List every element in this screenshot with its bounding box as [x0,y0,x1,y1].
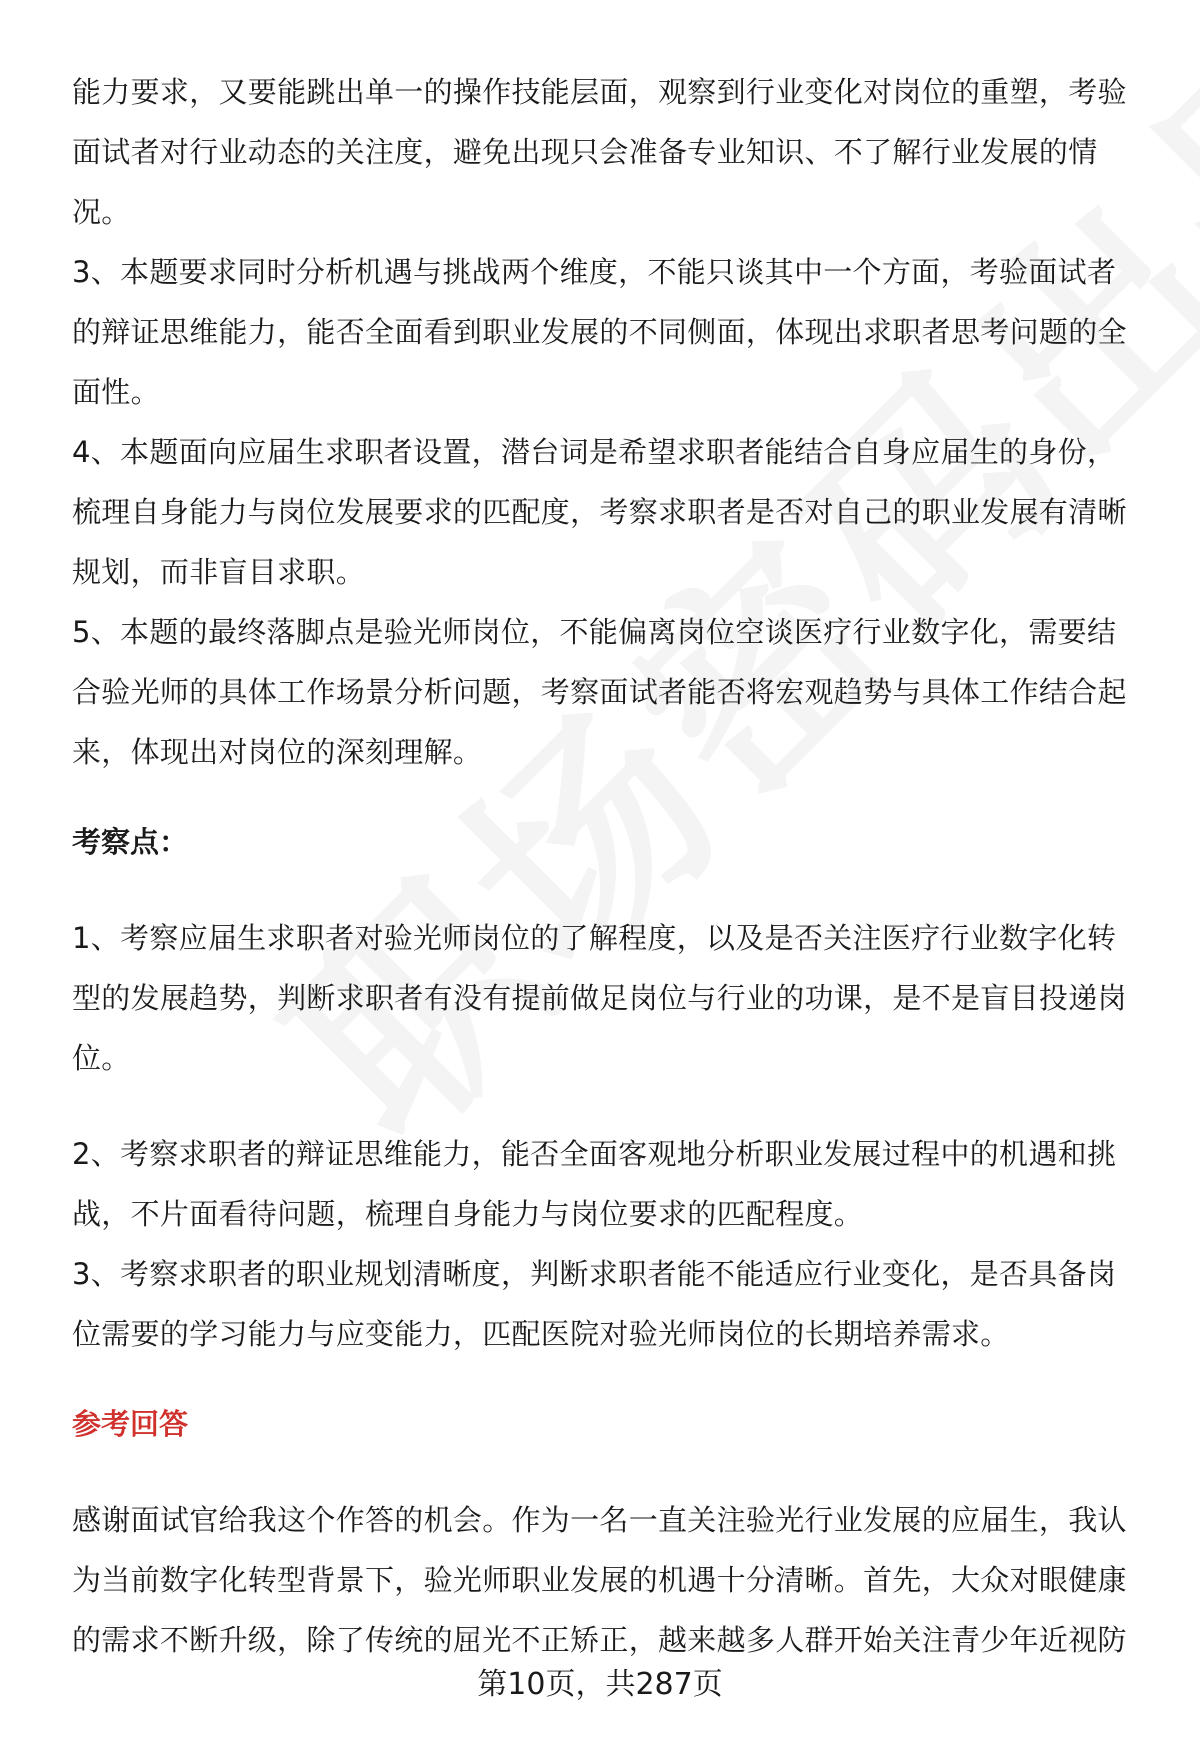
assessment-item-2: 2、考察求职者的辩证思维能力，能否全面客观地分析职业发展过程中的机遇和挑战，不片面看待问题，梳理自身能力与岗位要求的匹配程度。 [72,1137,1117,1231]
intro-paragraph-4: 5、本题的最终落脚点是验光师岗位，不能偏离岗位空谈医疗行业数字化，需要结合验光师的具体工作场景分析问题，考察面试者能否将宏观趋势与具体工作结合起来，体现出对岗位的深刻理解。 [72,615,1127,769]
intro-paragraph-2: 3、本题要求同时分析机遇与挑战两个维度，不能只谈其中一个方面，考验面试者的辩证思维能力，能否全面看到职业发展的不同侧面，体现出求职者思考问题的全面性。 [72,255,1127,409]
document-page [72,62,1140,1670]
assessment-item-3: 3、考察求职者的职业规划清晰度，判断求职者能不能适应行业变化，是否具备岗位需要的学习能力与应变能力，匹配医院对验光师岗位的长期培养需求。 [72,1257,1117,1351]
reference-heading: 参考回答 [72,1407,189,1441]
reference-text: 感谢面试官给我这个作答的机会。作为一名一直关注验光行业发展的应届生，我认为当前数字化转型背景下，验光师职业发展的机遇十分清晰。首先，大众对眼健康的需求不断升级，除了传统的屈光不正矫正，越来越多人群开始关注青少年近视防 [72,1503,1127,1657]
assessment-heading: 考察点： [72,825,189,859]
assessment-item-1: 1、考察应届生求职者对验光师岗位的了解程度，以及是否关注医疗行业数字化转型的发展趋势，判断求职者有没有提前做足岗位与行业的功课，是不是盲目投递岗位。 [72,921,1127,1075]
page-number: 第10页，共287页 [477,1667,723,1702]
intro-paragraph-1: 能力要求，又要能跳出单一的操作技能层面，观察到行业变化对岗位的重塑，考验面试者对行业动态的关注度，避免出现只会准备专业知识、不了解行业发展的情况。 [72,75,1127,229]
intro-paragraph-3: 4、本题面向应届生求职者设置，潜台词是希望求职者能结合自身应届生的身份，梳理自身能力与岗位发展要求的匹配度，考察求职者是否对自己的职业发展有清晰规划，而非盲目求职。 [72,435,1127,589]
